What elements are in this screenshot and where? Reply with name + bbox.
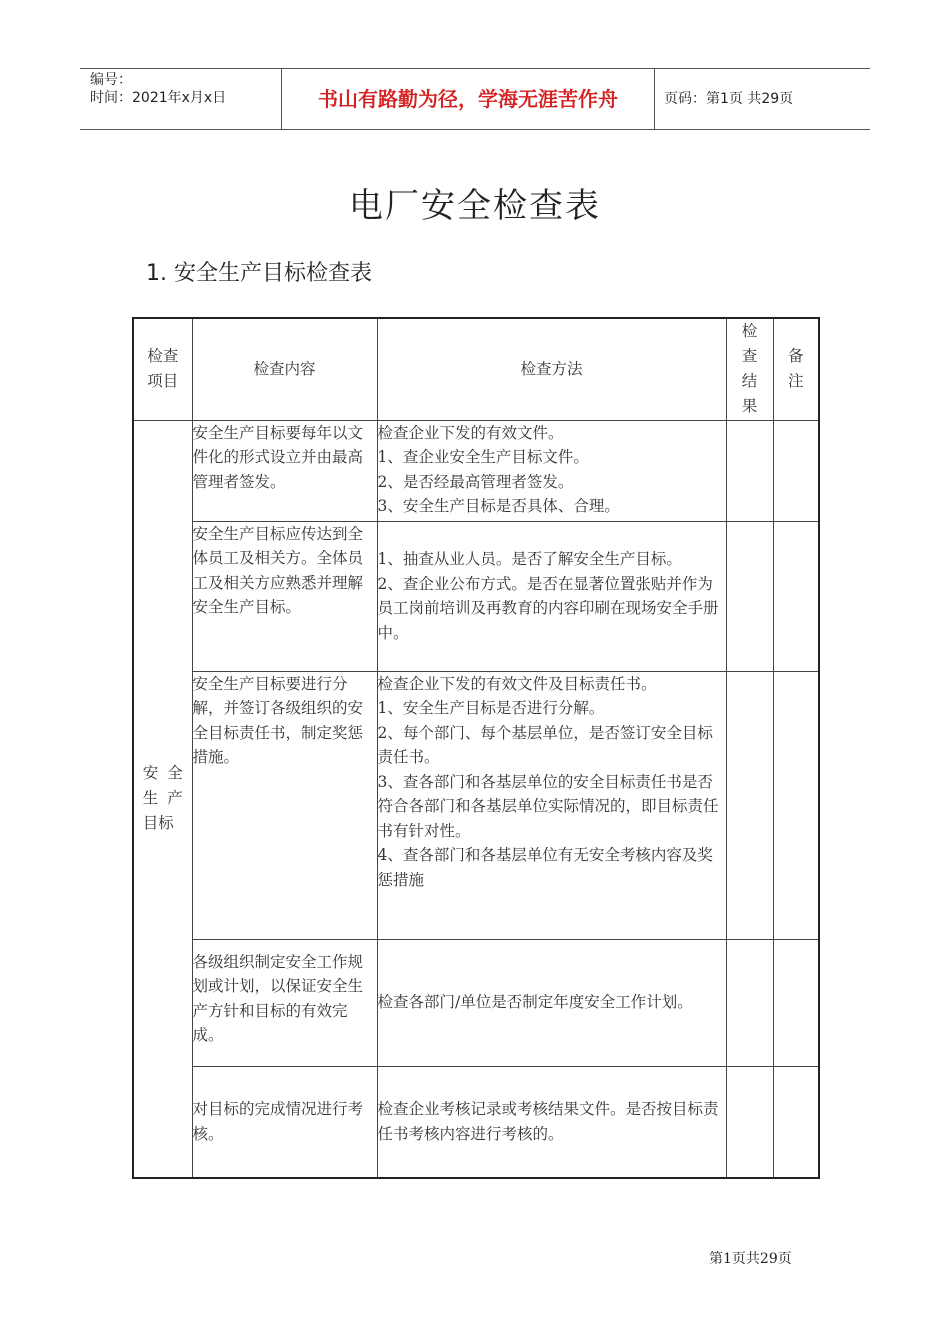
header-page-label: 页码：第1页 共29页: [664, 91, 794, 107]
table-row: [133, 939, 819, 1066]
note-cell[interactable]: [773, 521, 819, 671]
note-cell[interactable]: [773, 671, 819, 939]
page-footer: 第1页共29页: [709, 1251, 792, 1267]
header-method: 检查方法: [377, 318, 726, 420]
table-row: [133, 420, 819, 521]
content-cell: 各级组织制定安全工作规划或计划，以保证安全生产方针和目标的有效完成。: [192, 939, 377, 1066]
note-cell[interactable]: [773, 420, 819, 521]
content-cell: 安全生产目标应传达到全体员工及相关方。全体员工及相关方应熟悉并理解安全生产目标。: [192, 521, 377, 671]
method-cell: 检查企业考核记录或考核结果文件。是否按目标责任书考核内容进行考核的。: [377, 1066, 726, 1178]
section-title: 1. 安全生产目标检查表: [146, 261, 372, 286]
header-divider: [654, 69, 655, 129]
number-label: 编号：: [90, 72, 132, 88]
content-cell: 对目标的完成情况进行考核。: [192, 1066, 377, 1178]
table-row: [133, 671, 819, 939]
header-content: 检查内容: [192, 318, 377, 420]
table-row: [133, 521, 819, 671]
content-cell: 安全生产目标要每年以文件化的形式设立并由最高管理者签发。: [192, 420, 377, 521]
result-cell[interactable]: [726, 671, 773, 939]
group-label: 安 全 生 产 目标: [142, 764, 183, 833]
document-title: 电厂安全检查表: [349, 186, 601, 226]
header-item: 检查项目: [133, 318, 192, 420]
note-cell[interactable]: [773, 1066, 819, 1178]
content-cell: 安全生产目标要进行分解，并签订各级组织的安全目标责任书，制定奖惩措施。: [192, 671, 377, 939]
note-cell[interactable]: [773, 939, 819, 1066]
header-result: 检查结果: [726, 318, 773, 420]
method-cell: 检查企业下发的有效文件及目标责任书。 1、安全生产目标是否进行分解。 2、每个部门、每个基层单位，是否签订安全目标责任书。 3、查各部门和各基层单位的安全目标责任书是否符合各部门和各基层单位实际情况的，即目标责任书有针对性。 4、查各部门和各基层单位有无安全考核内容及奖惩措施: [377, 671, 726, 939]
result-cell[interactable]: [726, 1066, 773, 1178]
header-motto: 书山有路勤为径，学海无涯苦作舟: [318, 87, 618, 111]
method-cell: 检查各部门/单位是否制定年度安全工作计划。: [377, 939, 726, 1066]
header-bar: [80, 68, 870, 130]
result-cell[interactable]: [726, 420, 773, 521]
group-label-cell: [133, 420, 192, 1178]
method-cell: 检查企业下发的有效文件。 1、查企业安全生产目标文件。 2、是否经最高管理者签发。 3、安全生产目标是否具体、合理。: [377, 420, 726, 521]
table-header-row: [133, 318, 819, 420]
safety-check-table: [132, 317, 820, 1179]
table-row: [133, 1066, 819, 1178]
method-cell: 1、抽查从业人员。是否了解安全生产目标。 2、查企业公布方式。是否在显著位置张贴并作为员工岗前培训及再教育的内容印刷在现场安全手册中。: [377, 521, 726, 671]
result-cell[interactable]: [726, 521, 773, 671]
header-note: 备注: [773, 318, 819, 420]
time-label: 时间：2021年x月x日: [90, 90, 227, 106]
result-cell[interactable]: [726, 939, 773, 1066]
header-meta: [90, 71, 226, 107]
